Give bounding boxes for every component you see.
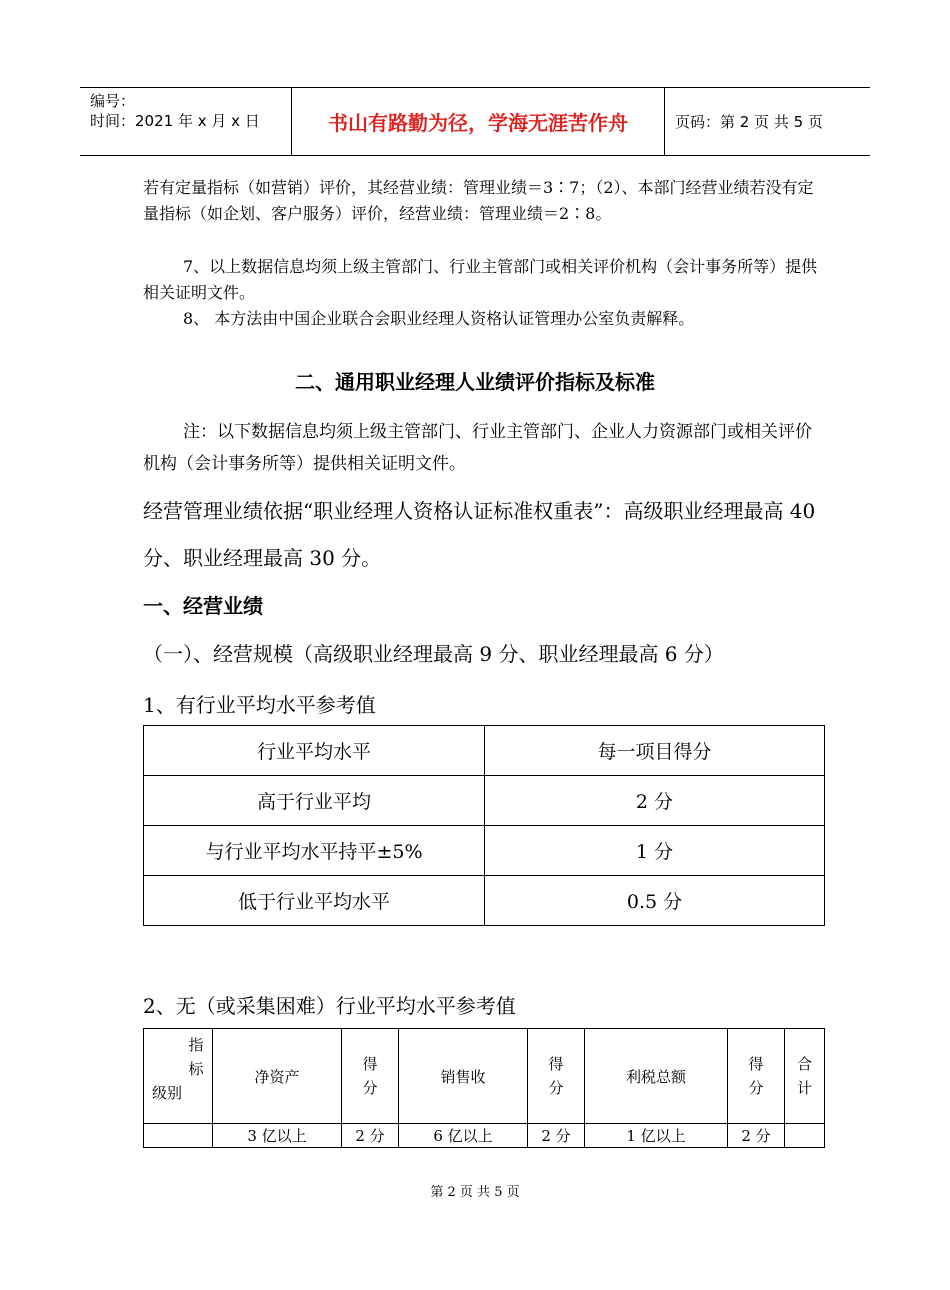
table-header-cell: 销售收: [399, 1029, 528, 1124]
table-row: [144, 1124, 825, 1148]
table-header-cell: [785, 1029, 825, 1124]
note-paragraph: 注：以下数据信息均须上级主管部门、行业主管部门、企业人力资源部门或相关评价机构（会计事务所等）提供相关证明文件。: [143, 422, 812, 474]
table-row: [144, 776, 825, 826]
header-page-number: 页码：第 2 页 共 5 页: [665, 88, 871, 156]
document-number-label: 编号：: [90, 92, 136, 110]
heading-with-reference: 1、有行业平均水平参考值: [143, 693, 376, 717]
intro-paragraph-1: 若有定量指标（如营销）评价，其经营业绩：管理业绩＝3∶7；（2）、本部门经营业绩若没有定量指标（如企划、客户服务）评价，经营业绩：管理业绩＝2∶8。: [143, 178, 814, 223]
table-row: [144, 826, 825, 876]
table-cell: 6 亿以上: [399, 1124, 528, 1148]
intro-paragraph-2: 7、以上数据信息均须上级主管部门、行业主管部门或相关评价机构（会计事务所等）提供相关证明文件。: [143, 257, 818, 302]
table-cell: [785, 1124, 825, 1148]
vertical-header-label: 合计: [796, 1055, 812, 1097]
table-header-cell: 行业平均水平: [144, 726, 485, 776]
table-header-cell: 利税总额: [585, 1029, 728, 1124]
heading-without-reference: 2、无（或采集困难）行业平均水平参考值: [143, 994, 516, 1018]
section-title: 二、通用职业经理人业绩评价指标及标准: [295, 370, 655, 394]
corner-label-indicator: 指标: [188, 1036, 204, 1078]
header-meta: [80, 88, 292, 156]
industry-average-table: [143, 725, 825, 926]
heading-operating-performance: 一、经营业绩: [143, 594, 263, 618]
absolute-scale-table: [143, 1028, 825, 1148]
vertical-header-label: 得分: [548, 1055, 564, 1097]
table-cell: 低于行业平均水平: [144, 876, 485, 926]
table-cell: 2 分: [342, 1124, 399, 1148]
page-footer: 第 2 页 共 5 页: [430, 1185, 520, 1200]
header-motto: 书山有路勤为径，学海无涯苦作舟: [292, 88, 665, 156]
table-header-cell: 每一项目得分: [485, 726, 825, 776]
page-header: [80, 87, 870, 156]
table-cell: [144, 1124, 213, 1148]
intro-paragraph-3: 8、 本方法由中国企业联合会职业经理人资格认证管理办公室负责解释。: [183, 309, 695, 328]
table-cell: 2 分: [728, 1124, 785, 1148]
vertical-header-label: 得分: [362, 1055, 378, 1097]
table-header-cell: [528, 1029, 585, 1124]
table-cell: 高于行业平均: [144, 776, 485, 826]
vertical-header-label: 得分: [748, 1055, 764, 1097]
table-header-cell: [728, 1029, 785, 1124]
corner-cell: [144, 1029, 213, 1124]
table-header-row: [144, 726, 825, 776]
table-cell: 与行业平均水平持平±5%: [144, 826, 485, 876]
table-header-cell: 净资产: [213, 1029, 342, 1124]
table-cell: 1 分: [485, 826, 825, 876]
table-row: [144, 876, 825, 926]
basis-paragraph: 经营管理业绩依据“职业经理人资格认证标准权重表”：高级职业经理最高 40 分、职业经理最高 30 分。: [143, 499, 816, 570]
document-time-label: 时间：2021 年 x 月 x 日: [90, 112, 260, 130]
heading-operating-scale: （一）、经营规模（高级职业经理最高 9 分、职业经理最高 6 分）: [143, 642, 724, 666]
table-cell: 1 亿以上: [585, 1124, 728, 1148]
table-cell: 2 分: [485, 776, 825, 826]
table-cell: 3 亿以上: [213, 1124, 342, 1148]
table-cell: 2 分: [528, 1124, 585, 1148]
table-cell: 0.5 分: [485, 876, 825, 926]
corner-label-level: 级别: [152, 1084, 183, 1102]
table-header-cell: [342, 1029, 399, 1124]
table-header-row: [144, 1029, 825, 1124]
